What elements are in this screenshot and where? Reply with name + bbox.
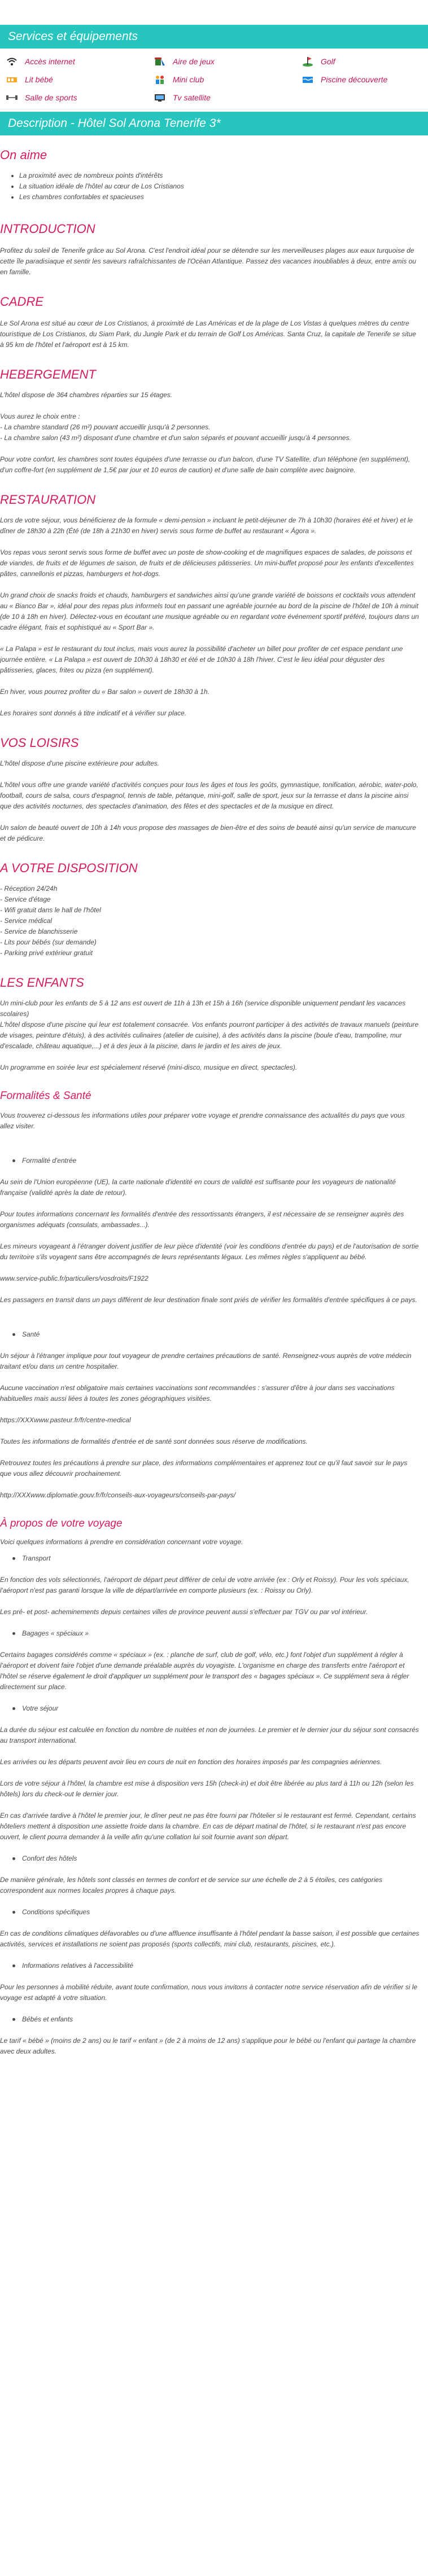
service-item	[6, 93, 154, 103]
service-label: Golf	[321, 57, 335, 66]
sante-para: Toutes les informations de formalités d'entrée et de santé sont données sous réserve de modifications.	[0, 1438, 308, 1445]
bullet-dot	[12, 1911, 15, 1914]
formalites-link[interactable]: www.service-public.fr/particuliers/vosdroits/F1922	[0, 1274, 149, 1282]
on-aime-heading: On aime	[0, 148, 47, 162]
service-label: Salle de sports	[25, 93, 77, 102]
hebergement-line: - La chambre standard (26 m²) pouvant accueillir jusqu'à 2 personnes.	[0, 423, 211, 431]
list-item: - Lits pour bébés (sur demande)	[0, 938, 97, 946]
bullet-label: Informations relatives à l'accessibilité	[22, 1962, 134, 1970]
service-label: Piscine découverte	[321, 75, 388, 84]
services-header: Services et équipements	[0, 25, 428, 49]
list-item: - Parking privé extérieur gratuit	[0, 949, 93, 957]
sante-para: Retrouvez toutes les précautions à prendre sur place, des informations complémentaires et apprenez tout ce qu'il faut savoir sur le pays que vous allez découvrir prochainement.	[0, 1459, 408, 1478]
service-label: Lit bébé	[25, 75, 53, 84]
propos-para: Pour les personnes à mobilité réduite, avant toute confirmation, nous vous invitons à contacter notre service réservation afin de vérifier si le voyage est adapté à votre situation.	[0, 1983, 418, 2002]
formalites-para: Au sein de l'Union européenne (UE), la carte nationale d'identité en cours de validité est suffisante pour les voyageurs de nationalité française (validité après la date de retour).	[0, 1178, 396, 1197]
sante-para: Aucune vaccination n'est obligatoire mais certaines vaccinations sont recommandées : s'assurer d'être à jour dans ses vaccinations habituelles mais aussi liées à toutes les zones géographiques visitées.	[0, 1384, 395, 1403]
services-grid	[0, 49, 428, 112]
propos-bullet	[0, 1853, 420, 1864]
service-item	[302, 74, 428, 85]
disposition-heading: A VOTRE DISPOSITION	[0, 861, 138, 875]
hebergement-comfort: Pour votre confort, les chambres sont toutes équipées d'une terrasse ou d'un balcon, d'une TV Satellite, d'un téléphone (en supplément), d'un coffre-fort (en supplément de 1,5€ par jour et 10 euros de caution) et d'une salle de bain complète avec baignoire.	[0, 455, 410, 474]
service-item	[6, 74, 154, 85]
page	[0, 25, 428, 2057]
formalites-para: Les mineurs voyageant à l'étranger doivent justifier de leur pièce d'identité (voir les conditions d'entrée du pays) et de l'autorisation de sortie du territoire s'ils voyagent sans être accompagnés de leurs représentants légaux. Les mêmes règles s'appliquent au bébé.	[0, 1242, 419, 1261]
service-label: Tv satellite	[173, 93, 211, 102]
sante-link[interactable]: https://XXXwww.pasteur.fr/fr/centre-medical	[0, 1416, 131, 1424]
golf-icon	[302, 56, 314, 67]
enfants-para: Un mini-club pour les enfants de 5 à 12 ans est ouvert de 11h à 13h et 15h à 16h (service disponible uniquement pendant les vacances scolaires)	[0, 999, 406, 1018]
baby-cot-icon	[6, 74, 18, 85]
pool-icon	[302, 74, 314, 85]
restauration-para: Lors de votre séjour, vous bénéficierez de la formule « demi-pension » incluant le petit-déjeuner de 7h à 10h30 (horaires été et hiver) et le dîner de 18h30 à 22h (Été (de 18h à 21h30 en hiver) servis sous forme de buffet au restaurant « Ágora ».	[0, 516, 413, 535]
gym-icon	[6, 93, 18, 103]
description-content	[0, 148, 428, 2057]
service-label: Accès internet	[25, 57, 75, 66]
bullet-label: Transport	[22, 1554, 51, 1562]
service-item	[154, 74, 302, 85]
bullet-label: Bébés et enfants	[22, 2015, 73, 2023]
propos-intro: Voici quelques informations à prendre en considération concernant votre voyage.	[0, 1538, 243, 1546]
propos-bullet	[0, 1703, 420, 1714]
enfants-para: L'hôtel dispose d'une piscine qui leur est totalement consacrée. Vos enfants pourront participer à des activités de travaux manuels (peinture de visages, peinture d'étuis), à des activités culinaires (atelier de cuisine), à des activités dans la piscine (boule d'eau, trampoline, mur d'escalade, château aquatique,...) et à des jeux à la piscine, dans le jardin et les aires de jeux.	[0, 1021, 419, 1050]
wifi-icon	[6, 56, 18, 67]
list-item: • La situation idéale de l'hôtel au cœur de Los Cristianos	[19, 181, 420, 192]
propos-bullet	[0, 1553, 420, 1564]
formalites-intro: Vous trouverez ci-dessous les informations utiles pour préparer votre voyage et prendre connaissance des actualités du pays que vous allez visiter.	[0, 1111, 405, 1130]
service-item	[154, 56, 302, 67]
intro-text: Profitez du soleil de Tenerife grâce au Sol Arona. C'est l'endroit idéal pour se détendre sur les merveilleuses plages aux eaux turquoise de cette île paradisiaque et sentir les saveurs rafraîchissantes de l'Océan Atlantique. Passez des vacances inoubliables à deux, entre amis ou en famille.	[0, 247, 416, 276]
propos-para: En cas d'arrivée tardive à l'hôtel le premier jour, le dîner peut ne pas être fourni par l'hôtelier si le restaurant est fermé. Cependant, certains hôteliers mettent à disposition une assiette froide dans la chambre. En cas de départ matinal de l'hôtel, si le restaurant n'est pas encore ouvert, le client pourra demander à la veille afin qu'une collation lui soit fournie avant son départ.	[0, 1812, 416, 1841]
propos-bullet	[0, 1960, 420, 1971]
loisirs-para: L'hôtel vous offre une grande variété d'activités conçues pour tous les âges et tous les goûts, gymnastique, tonification, aérobic, water-polo, football, cours de salsa, cours d'espagnol, tennis de table, pétanque, mini-golf, salle de sport, jeux sur la terrasse et dans la piscine ainsi que des activités nocturnes, des spectacles d'animation, des fêtes et des spectacles et de la musique en direct.	[0, 781, 418, 810]
cadre-heading: CADRE	[0, 294, 44, 309]
propos-para: Le tarif « bébé » (moins de 2 ans) ou le tarif « enfant » (de 2 à moins de 12 ans) s'applique pour le bébé ou l'enfant qui partage la chambre avec deux adultes.	[0, 2037, 416, 2055]
restauration-para: En hiver, vous pourrez profiter du « Bar salon » ouvert de 18h30 à 1h.	[0, 688, 209, 696]
propos-para: Certains bagages considérés comme « spéciaux » (ex. : planche de surf, club de golf, vélo, etc.) font l'objet d'un supplément à régler à l'aéroport et doivent faire l'objet d'une demande préalable auprès du voyagiste. L'organisme en charge des transferts entre l'aéroport et l'hôtel se réserve également le droit d'appliquer un supplément pour le transport des « bagages spéciaux ». Ce supplément sera à régler directement sur place.	[0, 1651, 409, 1691]
propos-bullet	[0, 1907, 420, 1918]
propos-para: De manière générale, les hôtels sont classés en termes de confort et de service sur une échelle de 2 à 5 étoiles, ces catégories correspondent aux normes locales propres à chaque pays.	[0, 1876, 383, 1894]
formalites-para: Les passagers en transit dans un pays différent de leur destination finale sont priés de vérifier les formalités d'entrée spécifiques à ce pays.	[0, 1296, 417, 1304]
bullet-dot	[12, 2018, 15, 2021]
tv-icon	[154, 93, 166, 103]
loisirs-para: Un salon de beauté ouvert de 10h à 14h vous propose des massages de bien-être et des soins de beauté ainsi qu'un service de manucure et de pédicure.	[0, 824, 416, 842]
bullet-label: Votre séjour	[22, 1704, 59, 1712]
propos-para: En cas de conditions climatiques défavorables ou d'une affluence insuffisante à l'hôtel pendant la basse saison, il est possible que certaines activités, services et installations ne soient pas proposés (sports collectifs, mini club, restaurants, piscines, etc.).	[0, 1929, 420, 1948]
restauration-para: Vos repas vous seront servis sous forme de buffet avec un poste de show-cooking et de magnifiques espaces de salades, de poissons et de viandes, de fruits et de légumes de saison, de fruits et de délicieuses pâtisseries. Un mini-buffet proposé pour les enfants d'excellentes pâtes, cannellonis et pizzas, hamburgers et hot-dogs.	[0, 548, 414, 578]
hebergement-heading: HEBERGEMENT	[0, 367, 96, 381]
description-header: Description - Hôtel Sol Arona Tenerife 3*	[0, 112, 428, 135]
restauration-para: Les horaires sont donnés à titre indicatif et à vérifier sur place.	[0, 709, 187, 717]
intro-heading: INTRODUCTION	[0, 222, 95, 236]
list-item: - Réception 24/24h	[0, 885, 58, 893]
hebergement-choice: Vous aurez le choix entre :	[0, 412, 80, 420]
restauration-para: « La Palapa » est le restaurant du tout inclus, mais vous aurez la possibilité d'acheter un billet pour profiter de cet espace pendant une journée entière. « La Palapa » est ouvert de 10h30 à 18h30 et été et de 10h30 à 18h l'hiver. C'est le lieu idéal pour déguster des pâtisseries, glaces, frites ou pizza (en supplément).	[0, 645, 403, 674]
enfants-heading: LES ENFANTS	[0, 975, 84, 990]
bullet-dot	[12, 1333, 15, 1336]
sante-para: Un séjour à l'étranger implique pour tout voyageur de prendre certaines précautions de santé. Renseignez-vous auprès de votre médecin traitant et/ou dans un centre hospitalier.	[0, 1352, 412, 1370]
formalites-bullet-sante	[0, 1329, 420, 1340]
bullet-label: Confort des hôtels	[22, 1854, 77, 1862]
list-item: • La proximité avec de nombreux points d'intérêts	[19, 170, 420, 181]
formalites-para: Pour toutes informations concernant les formalités d'entrée des ressortissants étrangers, il est nécessaire de se renseigner auprès des organismes adéquats (consulats, ambassades...).	[0, 1210, 404, 1229]
service-item	[302, 56, 428, 67]
propos-heading: À propos de votre voyage	[0, 1518, 123, 1529]
bullet-dot	[12, 1857, 15, 1860]
bullet-dot	[12, 1557, 15, 1560]
hebergement-intro: L'hôtel dispose de 364 chambres réparties sur 15 étages.	[0, 391, 173, 399]
hebergement-line: - La chambre salon (43 m²) disposant d'une chambre et d'un salon séparés et pouvant accueillir jusqu'à 4 personnes.	[0, 434, 351, 442]
sante-link[interactable]: http://XXXwww.diplomatie.gouv.fr/fr/conseils-aux-voyageurs/conseils-par-pays/	[0, 1491, 236, 1499]
loisirs-para: L'hôtel dispose d'une piscine extérieure pour adultes.	[0, 759, 160, 767]
bullet-dot	[12, 1964, 15, 1967]
on-aime-list	[0, 170, 420, 203]
disposition-list	[0, 883, 420, 959]
bullet-label: Conditions spécifiques	[22, 1908, 90, 1916]
list-item: - Service de blanchisserie	[0, 927, 78, 935]
list-item: - Service médical	[0, 917, 53, 925]
formalites-bullet-entree	[0, 1155, 420, 1166]
playground-icon	[154, 56, 166, 67]
restauration-para: Un grand choix de snacks froids et chauds, hamburgers et sandwiches ainsi qu'une grande variété de boissons et cocktails vous attendent au « Bianco Bar », idéal pour des repas plus informels tout en passant une agréable journée au bord de la piscine de l'hôtel de 10h à minuit (de 10 à 18h en hiver). Délectez-vous en écoutant une musique agréable ou en regardant votre événement sportif préféré, toujours dans un cadre élégant, frais et sophistiqué au « Sport Bar ».	[0, 591, 419, 631]
propos-para: Lors de votre séjour à l'hôtel, la chambre est mise à disposition vers 15h (check-in) et doit être libérée au plus tard à 11h ou 12h (selon les hôtels) lors du check-out le dernier jour.	[0, 1779, 414, 1798]
service-item	[6, 56, 154, 67]
mini-club-icon	[154, 74, 166, 85]
service-item	[154, 93, 302, 103]
bullet-dot	[12, 1632, 15, 1635]
propos-para: La durée du séjour est calculée en fonction du nombre de nuitées et non de journées. Le premier et le dernier jour du séjour sont consacrés au transport international.	[0, 1726, 419, 1744]
bullet-label: Santé	[22, 1330, 40, 1338]
restauration-heading: RESTAURATION	[0, 493, 96, 507]
propos-bullet	[0, 1628, 420, 1639]
formalites-heading: Formalités & Santé	[0, 1090, 91, 1102]
service-label: Mini club	[173, 75, 204, 84]
propos-para: Les pré- et post- acheminements depuis certaines villes de province peuvent aussi s'effectuer par TGV ou par vol intérieur.	[0, 1608, 368, 1616]
bullet-dot	[12, 1707, 15, 1710]
list-item: • Les chambres confortables et spacieuses	[19, 192, 420, 203]
list-item: - Service d'étage	[0, 895, 51, 903]
bullet-dot	[12, 1159, 15, 1162]
propos-para: Les arrivées ou les départs peuvent avoir lieu en cours de nuit en fonction des horaires imposés par les compagnies aériennes.	[0, 1758, 382, 1766]
bullet-label: Formalité d'entrée	[22, 1157, 77, 1164]
propos-bullet	[0, 2014, 420, 2025]
cadre-text: Le Sol Arona est situé au cœur de Los Cristianos, à proximité de Las Américas et de la plage de Los Vistas à quelques mètres du centre touristique de Los Cristianos, du Siam Park, du Jungle Park et du terrain de Golf Los Américas. Santa Cruz, la capitale de Tenerife se situe à 95 km de l'hôtel et l'aéroport est à 15 km.	[0, 319, 416, 349]
enfants-para: Un programme en soirée leur est spécialement réservé (mini-disco, musique en direct, spectacles).	[0, 1063, 298, 1071]
service-label: Aire de jeux	[173, 57, 215, 66]
propos-para: En fonction des vols sélectionnés, l'aéroport de départ peut différer de celui de votre arrivée (ex : Orly et Roissy). Pour les vols spéciaux, l'aéroport n'est pas garanti lorsque la ville de départ/arrivée en comporte plusieurs (ex. : Roissy ou Orly).	[0, 1576, 409, 1594]
bullet-label: Bagages « spéciaux »	[22, 1629, 89, 1637]
list-item: - Wifi gratuit dans le hall de l'hôtel	[0, 906, 101, 914]
loisirs-heading: VOS LOISIRS	[0, 736, 79, 750]
